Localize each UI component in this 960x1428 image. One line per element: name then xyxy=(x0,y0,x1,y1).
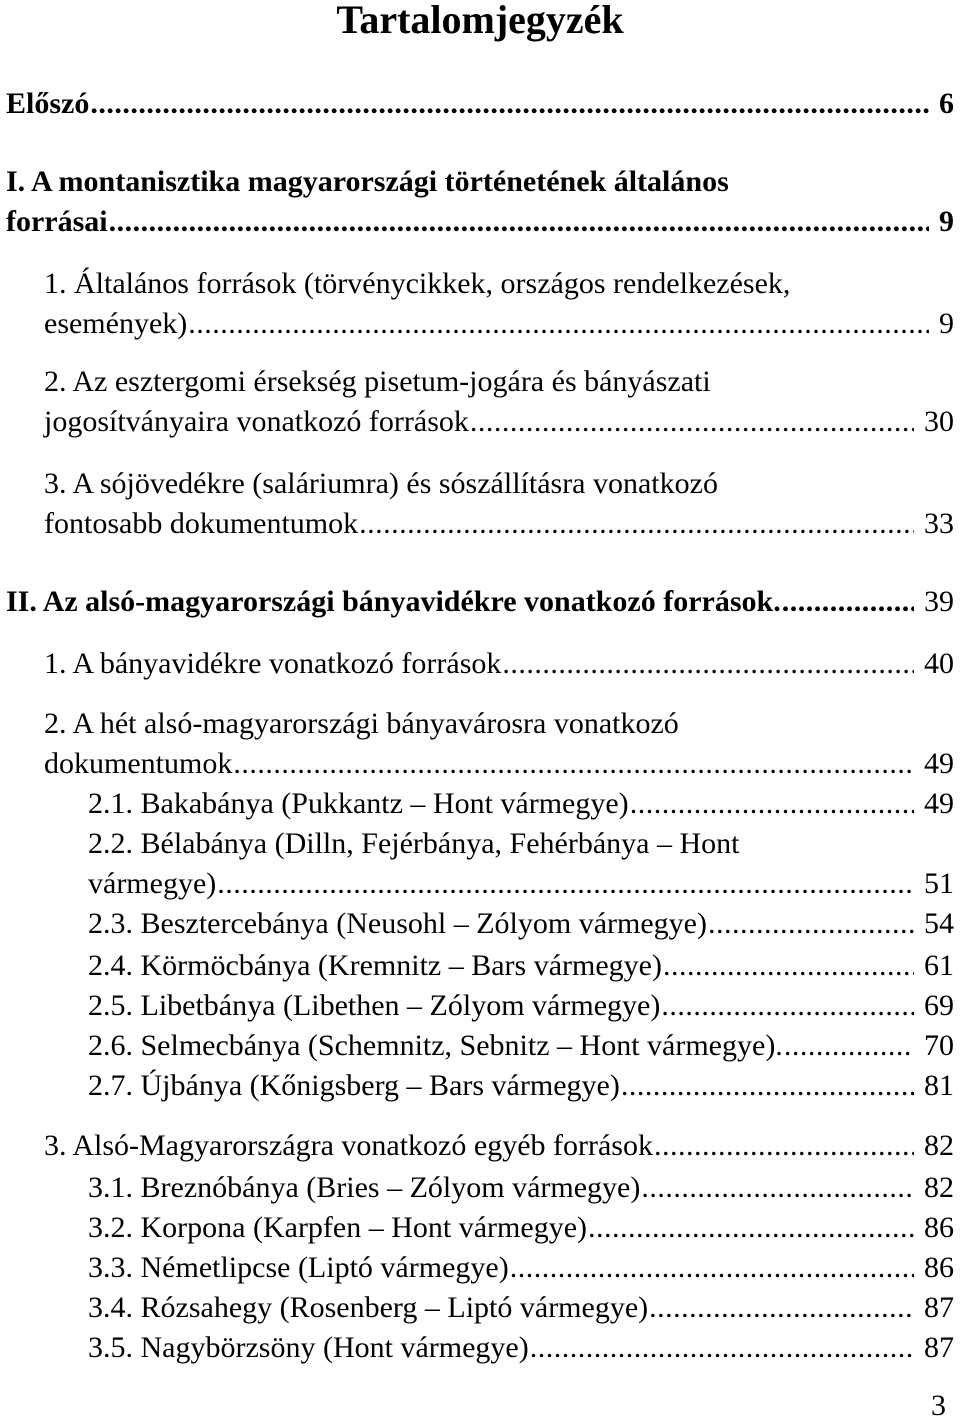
entry-page: 86 xyxy=(924,1211,954,1244)
entry-page: 54 xyxy=(924,907,954,940)
dot-leader xyxy=(90,86,929,122)
toc-entry-chapter-1 xyxy=(0,204,960,240)
dot-leader xyxy=(470,404,914,440)
toc-entry-2-3-2 xyxy=(0,1210,960,1246)
toc-entry-2-3 xyxy=(0,1128,960,1164)
dot-leader xyxy=(630,786,914,822)
entry-text: 2.4. Körmöcbánya (Kremnitz – Bars vármegye) xyxy=(88,949,662,982)
dot-leader xyxy=(663,948,914,984)
dot-leader xyxy=(510,1250,914,1286)
dot-leader xyxy=(359,506,914,542)
dot-leader xyxy=(641,1170,914,1206)
entry-text: 2.3. Besztercebánya (Neusohl – Zólyom vármegye) xyxy=(88,907,707,940)
entry-page: 49 xyxy=(924,747,954,780)
entry-text: vármegye) xyxy=(88,867,217,900)
entry-page: 40 xyxy=(924,647,954,680)
entry-text: 2.2. Bélabánya (Dilln, Fejérbánya, Fehérbánya – Hont xyxy=(88,827,740,860)
entry-page: 33 xyxy=(924,507,954,540)
entry-page: 87 xyxy=(924,1291,954,1324)
entry-text: 2.1. Bakabánya (Pukkantz – Hont vármegye) xyxy=(88,787,629,820)
toc-entry-2-2-7 xyxy=(0,1068,960,1104)
toc-entry-section-3-line1 xyxy=(0,466,960,502)
entry-text: fontosabb dokumentumok xyxy=(44,507,359,540)
entry-page: 39 xyxy=(924,585,954,618)
entry-text: 2.6. Selmecbánya (Schemnitz, Sebnitz – Hont vármegye). xyxy=(88,1029,783,1062)
entry-text: dokumentumok xyxy=(44,747,233,780)
toc-entry-chapter-1-line1 xyxy=(0,164,960,200)
entry-text: 2.7. Újbánya (Kőnigsberg – Bars vármegye) xyxy=(88,1069,620,1102)
toc-entry-section-2 xyxy=(0,404,960,440)
entry-text: 1. Általános források (törvénycikkek, országos rendelkezések, xyxy=(44,267,791,300)
toc-entry-section-2-line1 xyxy=(0,364,960,400)
dot-leader xyxy=(502,646,914,682)
toc-entry-2-2-4 xyxy=(0,948,960,984)
toc-entry-2-2-1 xyxy=(0,786,960,822)
dot-leader xyxy=(782,584,914,620)
entry-text: 3.1. Breznóbánya (Bries – Zólyom vármegye) xyxy=(88,1171,641,1204)
entry-text: jogosítványaira vonatkozó források xyxy=(44,405,469,438)
dot-leader xyxy=(530,1330,914,1366)
entry-text: 2. A hét alsó-magyarországi bányavárosra vonatkozó xyxy=(44,707,679,740)
page-title: Tartalomjegyzék xyxy=(336,0,624,42)
entry-page: 49 xyxy=(924,787,954,820)
toc-entry-chapter-2 xyxy=(0,584,960,620)
toc-entry-2-2 xyxy=(0,746,960,782)
toc-entry-2-3-1 xyxy=(0,1170,960,1206)
toc-entry-section-3 xyxy=(0,506,960,542)
entry-text: 2. Az esztergomi érsekség pisetum-jogára és bányászati xyxy=(44,365,711,398)
dot-leader xyxy=(784,1028,914,1064)
entry-text: II. Az alsó-magyarországi bányavidékre vonatkozó források. xyxy=(6,585,781,618)
dot-leader xyxy=(217,866,914,902)
entry-page: 30 xyxy=(924,405,954,438)
toc-entry-2-2-2 xyxy=(0,866,960,902)
entry-page: 82 xyxy=(924,1129,954,1162)
entry-page: 6 xyxy=(939,87,954,120)
dot-leader xyxy=(233,746,914,782)
entry-page: 70 xyxy=(924,1029,954,1062)
toc-entry-2-2-5 xyxy=(0,988,960,1024)
entry-text: 3.5. Nagybörzsöny (Hont vármegye) xyxy=(88,1331,529,1364)
entry-text: 2.5. Libetbánya (Libethen – Zólyom vármegye) xyxy=(88,989,661,1022)
page-number: 3 xyxy=(931,1389,946,1422)
entry-page: 9 xyxy=(939,205,954,238)
toc-entry-2-3-3 xyxy=(0,1250,960,1286)
toc-entry-2-1 xyxy=(0,646,960,682)
dot-leader xyxy=(708,906,914,942)
entry-page: 69 xyxy=(924,989,954,1022)
toc-entry-2-3-4 xyxy=(0,1290,960,1326)
entry-text: I. A montanisztika magyarországi történetének általános xyxy=(6,165,729,198)
toc-entry-section-1 xyxy=(0,306,960,342)
entry-text: forrásai xyxy=(6,205,108,238)
dot-leader xyxy=(188,306,929,342)
entry-text: 3.3. Németlipcse (Liptó vármegye) xyxy=(88,1251,509,1284)
entry-text: 3. Alsó-Magyarországra vonatkozó egyéb források xyxy=(44,1129,653,1162)
entry-page: 86 xyxy=(924,1251,954,1284)
toc-entry-2-3-5 xyxy=(0,1330,960,1366)
entry-page: 61 xyxy=(924,949,954,982)
entry-page: 81 xyxy=(924,1069,954,1102)
toc-entry-2-2-2-line1 xyxy=(0,826,960,862)
entry-page: 87 xyxy=(924,1331,954,1364)
toc-entry-2-2-3 xyxy=(0,906,960,942)
dot-leader xyxy=(621,1068,914,1104)
entry-text: Előszó xyxy=(6,87,90,120)
dot-leader xyxy=(649,1290,914,1326)
dot-leader xyxy=(661,988,914,1024)
dot-leader xyxy=(654,1128,914,1164)
toc-entry-section-1-line1 xyxy=(0,266,960,302)
dot-leader xyxy=(109,204,929,240)
entry-page: 51 xyxy=(924,867,954,900)
entry-text: 1. A bányavidékre vonatkozó források xyxy=(44,647,502,680)
toc-entry-eloszo xyxy=(0,86,960,122)
entry-text: 3.2. Korpona (Karpfen – Hont vármegye) xyxy=(88,1211,587,1244)
entry-page: 9 xyxy=(939,307,954,340)
entry-page: 82 xyxy=(924,1171,954,1204)
dot-leader xyxy=(588,1210,914,1246)
toc-entry-2-2-line1 xyxy=(0,706,960,742)
entry-text: 3. A sójövedékre (saláriumra) és sószállításra vonatkozó xyxy=(44,467,718,500)
entry-text: 3.4. Rózsahegy (Rosenberg – Liptó vármegye) xyxy=(88,1291,649,1324)
toc-entry-2-2-6 xyxy=(0,1028,960,1064)
entry-text: események) xyxy=(44,307,188,340)
